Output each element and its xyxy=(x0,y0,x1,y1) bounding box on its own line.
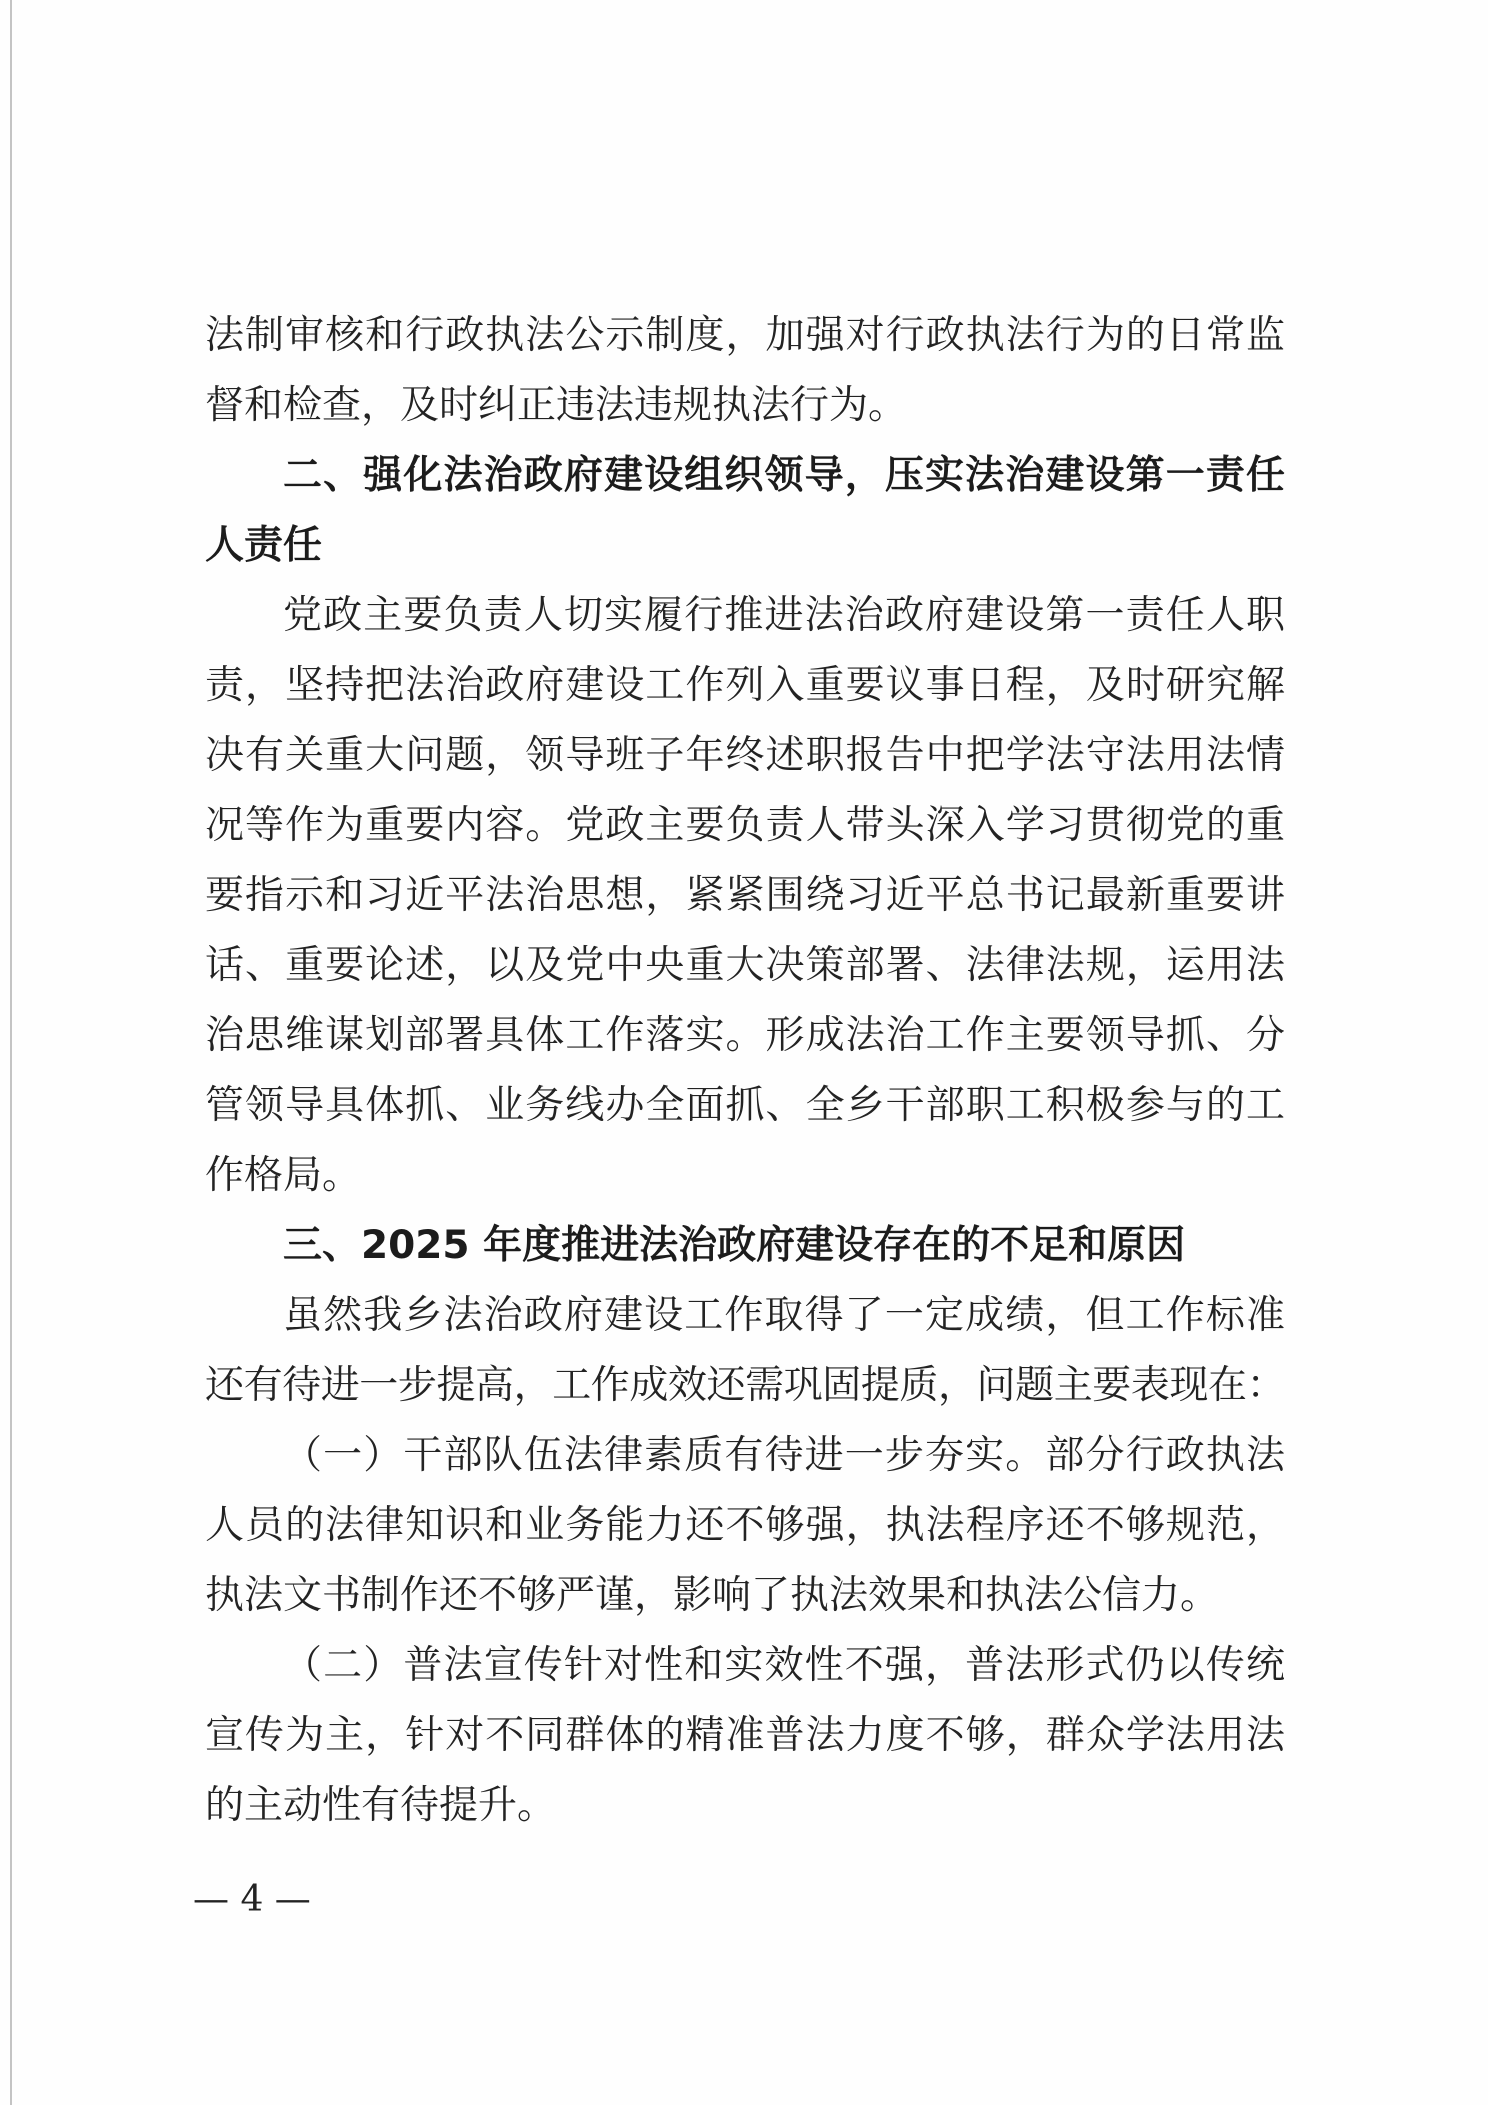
body-line: 决有关重大问题，领导班子年终述职报告中把学法守法用法情 xyxy=(205,733,1285,778)
body-line: 作格局。 xyxy=(205,1153,362,1198)
body-line: 执法文书制作还不够严谨，影响了执法效果和执法公信力。 xyxy=(205,1573,1220,1618)
body-line: 宣传为主，针对不同群体的精准普法力度不够，群众学法用法 xyxy=(205,1713,1285,1758)
body-line: 况等作为重要内容。党政主要负责人带头深入学习贯彻党的重 xyxy=(205,803,1285,848)
body-line: 党政主要负责人切实履行推进法治政府建设第一责任人职 xyxy=(283,593,1285,638)
body-line: （一）干部队伍法律素质有待进一步夯实。部分行政执法 xyxy=(283,1433,1285,1478)
scan-edge xyxy=(10,0,12,2105)
body-line: 管领导具体抓、业务线办全面抓、全乡干部职工积极参与的工 xyxy=(205,1083,1285,1128)
body-line: 虽然我乡法治政府建设工作取得了一定成绩，但工作标准 xyxy=(283,1293,1285,1338)
body-line: 督和检查，及时纠正违法违规执法行为。 xyxy=(205,383,908,428)
body-line: 人员的法律知识和业务能力还不够强，执法程序还不够规范， xyxy=(205,1503,1285,1548)
body-text xyxy=(205,301,1285,1841)
body-line: 法制审核和行政执法公示制度，加强对行政执法行为的日常监 xyxy=(205,313,1285,358)
body-line: 话、重要论述，以及党中央重大决策部署、法律法规，运用法 xyxy=(205,943,1285,988)
body-line: 责，坚持把法治政府建设工作列入重要议事日程，及时研究解 xyxy=(205,663,1285,708)
section-heading: 二、强化法治政府建设组织领导，压实法治建设第一责任 xyxy=(283,453,1285,498)
body-line: 治思维谋划部署具体工作落实。形成法治工作主要领导抓、分 xyxy=(205,1013,1285,1058)
body-line: （二）普法宣传针对性和实效性不强，普法形式仍以传统 xyxy=(283,1643,1285,1688)
body-line: 要指示和习近平法治思想，紧紧围绕习近平总书记最新重要讲 xyxy=(205,873,1285,918)
body-line: 还有待进一步提高，工作成效还需巩固提质，问题主要表现在： xyxy=(205,1363,1285,1408)
section-heading: 人责任 xyxy=(205,523,323,568)
page-number: — 4 — xyxy=(193,1879,311,1920)
section-heading: 三、2025 年度推进法治政府建设存在的不足和原因 xyxy=(283,1223,1186,1268)
body-line: 的主动性有待提升。 xyxy=(205,1783,557,1828)
